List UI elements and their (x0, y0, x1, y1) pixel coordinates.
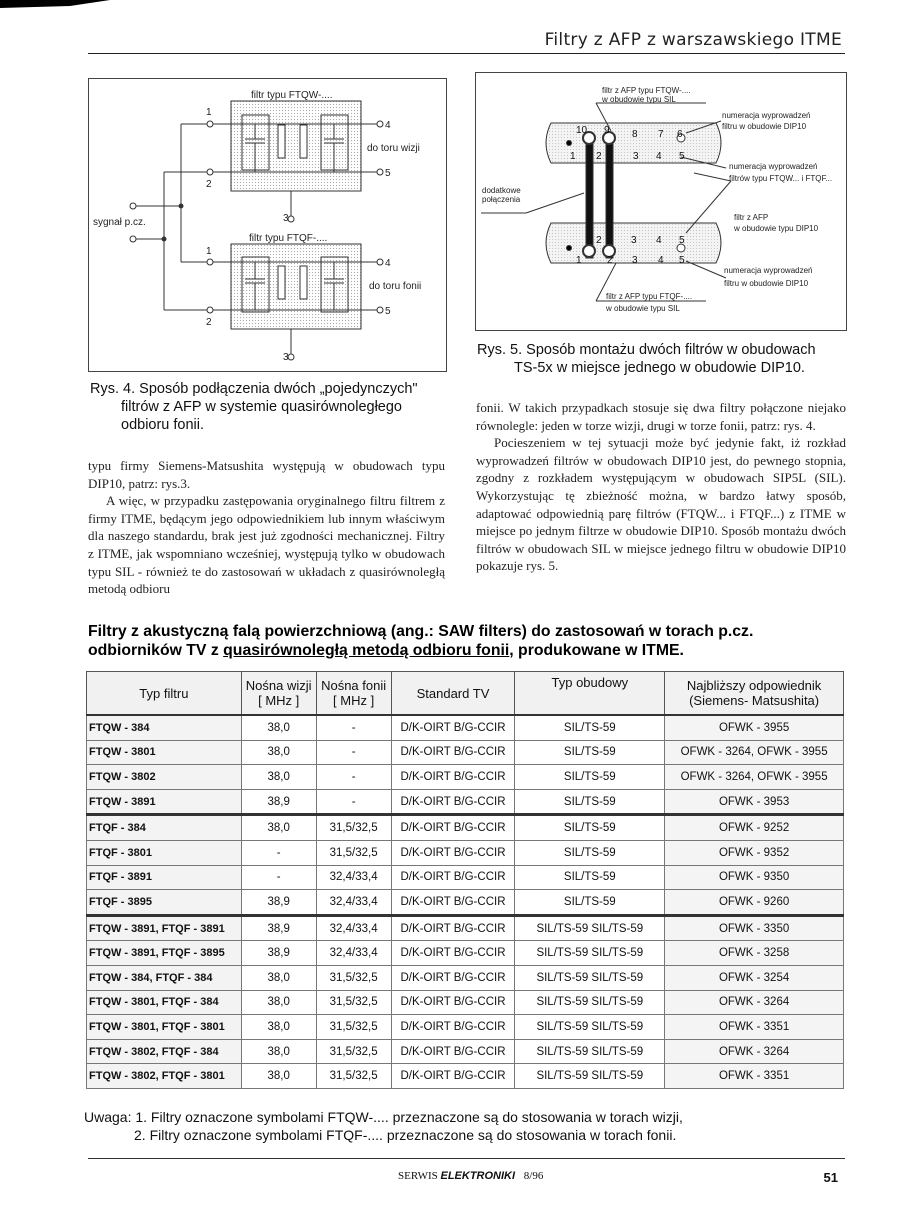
pin-label: 3 (632, 255, 638, 266)
fig4-to-video: do toru wizji (367, 143, 420, 154)
cell-name: FTQW - 384 (87, 715, 242, 740)
pin-label: 4 (385, 120, 391, 131)
header-text: [ MHz ] (258, 693, 300, 708)
cell-audio: 32,4/33,4 (316, 865, 391, 890)
pin-label: 5 (385, 306, 391, 317)
cell-std: D/K-OIRT B/G-CCIR (391, 715, 515, 740)
header-text: Nośna fonii (321, 678, 387, 693)
cell-eq: OFWK - 3264, OFWK - 3955 (665, 765, 844, 790)
cell-pkg: SIL/TS-59 (515, 865, 665, 890)
table-row (87, 890, 844, 916)
pin-label: 6 (677, 129, 683, 140)
figure-4-caption (90, 380, 445, 434)
fig5-label: filtr z AFP (734, 213, 769, 222)
cell-pkg: SIL/TS-59 (515, 890, 665, 916)
cell-name: FTQW - 3801 (87, 740, 242, 765)
pin-label: 4 (385, 258, 391, 269)
cell-eq: OFWK - 3264, OFWK - 3955 (665, 740, 844, 765)
cell-pkg: SIL/TS-59 SIL/TS-59 (515, 1064, 665, 1089)
cell-std: D/K-OIRT B/G-CCIR (391, 789, 515, 815)
pin-label: 3 (633, 151, 639, 162)
footer-brand: ELEKTRONIKI (440, 1170, 516, 1182)
cell-std: D/K-OIRT B/G-CCIR (391, 1064, 515, 1089)
cell-audio: - (316, 765, 391, 790)
pin-label: 1 (570, 151, 576, 162)
cell-eq: OFWK - 3264 (665, 990, 844, 1015)
cell-pkg: SIL/TS-59 SIL/TS-59 (515, 1015, 665, 1040)
figure-5-caption (477, 341, 847, 377)
cell-audio: 31,5/32,5 (316, 965, 391, 990)
pin-label: 5 (679, 151, 685, 162)
corner-mark (0, 0, 110, 10)
section-title (88, 622, 848, 660)
cell-video: 38,9 (241, 789, 316, 815)
cell-pkg: SIL/TS-59 SIL/TS-59 (515, 965, 665, 990)
cell-name: FTQW - 3802, FTQF - 3801 (87, 1064, 242, 1089)
cell-pkg: SIL/TS-59 SIL/TS-59 (515, 941, 665, 966)
cell-std: D/K-OIRT B/G-CCIR (391, 765, 515, 790)
table-row (87, 941, 844, 966)
pin-label: 4 (656, 235, 662, 246)
header-text: Nośna wizji (245, 678, 312, 693)
figure-5-diagram (476, 73, 846, 330)
table-row (87, 1039, 844, 1064)
footer-rule (88, 1158, 845, 1159)
footer-publication (398, 1170, 543, 1182)
cell-video: 38,0 (241, 815, 316, 841)
cell-eq: OFWK - 3351 (665, 1064, 844, 1089)
cell-eq: OFWK - 9350 (665, 865, 844, 890)
fig4-signal-label: sygnał p.cz. (93, 217, 146, 228)
pin-label: 5 (385, 168, 391, 179)
table-row (87, 965, 844, 990)
cell-video: 38,9 (241, 941, 316, 966)
pin-label: 3 (283, 352, 289, 363)
caption-line: Rys. 5. Sposób montażu dwóch filtrów w obudowach (477, 342, 816, 358)
table-row (87, 765, 844, 790)
cell-std: D/K-OIRT B/G-CCIR (391, 815, 515, 841)
table-row (87, 815, 844, 841)
figure-4-diagram (89, 79, 446, 371)
cell-audio: 32,4/33,4 (316, 915, 391, 941)
caption-line: Rys. 4. Sposób podłączenia dwóch „pojedynczych" (90, 381, 418, 397)
saw-filters-table (86, 671, 844, 1089)
cell-std: D/K-OIRT B/G-CCIR (391, 965, 515, 990)
pin-label: 8 (632, 129, 638, 140)
cell-audio: 32,4/33,4 (316, 890, 391, 916)
cell-video: 38,0 (241, 1064, 316, 1089)
cell-eq: OFWK - 3955 (665, 715, 844, 740)
cell-pkg: SIL/TS-59 (515, 740, 665, 765)
right-column-text (476, 399, 846, 575)
table-row (87, 789, 844, 815)
pin-label: 5 (679, 255, 685, 266)
fig5-label: dodatkowe (482, 186, 521, 195)
header-type: Typ filtru (87, 672, 242, 716)
fig5-label: filtrów typu FTQW... i FTQF... (729, 174, 833, 183)
cell-pkg: SIL/TS-59 SIL/TS-59 (515, 990, 665, 1015)
cell-pkg: SIL/TS-59 SIL/TS-59 (515, 1039, 665, 1064)
fig5-label: filtr z AFP typu FTQF-.... (606, 292, 693, 301)
cell-std: D/K-OIRT B/G-CCIR (391, 941, 515, 966)
cell-audio: - (316, 740, 391, 765)
cell-std: D/K-OIRT B/G-CCIR (391, 915, 515, 941)
header-standard: Standard TV (391, 672, 515, 716)
cell-audio: - (316, 715, 391, 740)
cell-name: FTQW - 3802 (87, 765, 242, 790)
cell-audio: - (316, 789, 391, 815)
pin-label: 1 (206, 246, 212, 257)
cell-video: - (241, 840, 316, 865)
section-title-part: Filtry z akustyczną falą powierzchniową (ang.: SAW filters) do zastosowań w torach p.cz. odbiorników TV z (88, 623, 754, 659)
cell-name: FTQW - 3802, FTQF - 384 (87, 1039, 242, 1064)
section-title-underlined: quasirównoległą metodą odbioru fonii (223, 642, 510, 659)
notes (84, 1108, 683, 1144)
fig5-label: numeracja wyprowadzeń (722, 111, 811, 120)
cell-std: D/K-OIRT B/G-CCIR (391, 890, 515, 916)
cell-eq: OFWK - 3258 (665, 941, 844, 966)
cell-audio: 31,5/32,5 (316, 1015, 391, 1040)
pin-label: 2 (206, 179, 212, 190)
header-text: [ MHz ] (333, 693, 375, 708)
cell-name: FTQF - 384 (87, 815, 242, 841)
fig5-label: filtru w obudowie DIP10 (724, 279, 809, 288)
cell-eq: OFWK - 9252 (665, 815, 844, 841)
cell-pkg: SIL/TS-59 (515, 765, 665, 790)
fig5-label: w obudowie typu SIL (606, 304, 680, 313)
cell-eq: OFWK - 3264 (665, 1039, 844, 1064)
cell-pkg: SIL/TS-59 (515, 715, 665, 740)
cell-audio: 32,4/33,4 (316, 941, 391, 966)
cell-video: 38,0 (241, 965, 316, 990)
table-row (87, 715, 844, 740)
pin-label: 7 (658, 129, 664, 140)
fig5-label: filtr z AFP typu FTQW-.... (602, 86, 691, 95)
pin-label: 2 (607, 255, 613, 266)
table-header-row (87, 672, 844, 716)
cell-std: D/K-OIRT B/G-CCIR (391, 990, 515, 1015)
table-row (87, 840, 844, 865)
table-row (87, 1015, 844, 1040)
cell-name: FTQF - 3891 (87, 865, 242, 890)
cell-video: 38,0 (241, 1039, 316, 1064)
cell-audio: 31,5/32,5 (316, 815, 391, 841)
header-text: Najbliższy odpowiednik (686, 678, 822, 693)
table-row (87, 1064, 844, 1089)
fig5-label: w obudowie typu SIL (602, 95, 676, 104)
cell-name: FTQW - 3891, FTQF - 3895 (87, 941, 242, 966)
cell-video: 38,0 (241, 1015, 316, 1040)
figure-4-box (88, 78, 447, 372)
cell-video: 38,0 (241, 765, 316, 790)
pin-label: 1 (576, 255, 582, 266)
caption-line: odbioru fonii. (121, 417, 205, 433)
pin-label: 2 (596, 235, 602, 246)
header-text: (Siemens- Matsushita) (689, 693, 820, 708)
header-audio-carrier (316, 672, 391, 716)
note-line: Uwaga: 1. Filtry oznaczone symbolami FTQW-.... przeznaczone są do stosowania w torach wizji, (84, 1109, 683, 1125)
cell-name: FTQW - 384, FTQF - 384 (87, 965, 242, 990)
cell-audio: 31,5/32,5 (316, 1064, 391, 1089)
cell-std: D/K-OIRT B/G-CCIR (391, 865, 515, 890)
pin-label: 5 (679, 235, 685, 246)
footer-issue: 8/96 (523, 1170, 544, 1182)
pin-label: 3 (631, 235, 637, 246)
section-title-part: , produkowane w ITME. (509, 642, 684, 659)
cell-video: 38,9 (241, 890, 316, 916)
cell-std: D/K-OIRT B/G-CCIR (391, 1039, 515, 1064)
cell-video: - (241, 865, 316, 890)
table-row (87, 865, 844, 890)
paragraph: typu firmy Siemens-Matsushita występują w obudowach typu DIP10, patrz: rys.3. (88, 458, 445, 491)
cell-video: 38,0 (241, 990, 316, 1015)
caption-line: filtrów z AFP w systemie quasirównoległego (121, 399, 402, 415)
fig4-top-filter-label: filtr typu FTQW-.... (251, 90, 333, 101)
cell-eq: OFWK - 9260 (665, 890, 844, 916)
cell-name: FTQW - 3891, FTQF - 3891 (87, 915, 242, 941)
pin-label: 2 (596, 151, 602, 162)
cell-name: FTQW - 3801, FTQF - 3801 (87, 1015, 242, 1040)
footer-serwis: SERWIS (398, 1170, 438, 1182)
pin-label: 3 (283, 213, 289, 224)
cell-name: FTQF - 3895 (87, 890, 242, 916)
header-video-carrier (241, 672, 316, 716)
fig5-label: numeracja wyprowadzeń (729, 162, 818, 171)
cell-eq: OFWK - 3953 (665, 789, 844, 815)
cell-audio: 31,5/32,5 (316, 990, 391, 1015)
pin-label: 1 (206, 107, 212, 118)
running-header: Filtry z AFP z warszawskiego ITME (544, 30, 842, 50)
cell-std: D/K-OIRT B/G-CCIR (391, 740, 515, 765)
header-package: Typ obudowy (515, 672, 665, 716)
paragraph: Pocieszeniem w tej sytuacji może być jedynie fakt, iż rozkład wyprowadzeń filtrów w obudowach DIP10 jest, do pewnego stopnia, zgodny z rozkładem występującym w obudowach SIP5L (SIL). Wykorzystując tę zbieżność można, w bardzo łatwy sposób, adaptować odpowiednią parę filtrów (FTQW... i FTQF...) z ITME w miejsce po jednym filtrze w obudowie DIP10. Sposób montażu dwóch filtrów w obudowach SIL w miejsce jednego filtru w obudowie DIP10 pokazuje rys. 5. (476, 435, 846, 574)
header-rule (88, 53, 845, 54)
cell-video: 38,9 (241, 915, 316, 941)
paragraph: A więc, w przypadku zastępowania oryginalnego filtru filtrem z firmy ITME, będącym jego odpowiednikiem lub innym właściwym dla naszego standardu, brak jest już zgodności mechanicznej. Filtry z ITME, jak wspomniano wcześniej, występują tylko w obudowach typu SIL - również te do zastosowań w układach z quasirównoległą metodą odbioru (88, 493, 445, 597)
figure-5-box (475, 72, 847, 331)
cell-pkg: SIL/TS-59 (515, 840, 665, 865)
fig4-to-audio: do toru fonii (369, 281, 422, 292)
cell-name: FTQW - 3891 (87, 789, 242, 815)
cell-video: 38,0 (241, 740, 316, 765)
fig5-label: numeracja wyprowadzeń (724, 266, 813, 275)
table-row (87, 915, 844, 941)
note-line: 2. Filtry oznaczone symbolami FTQF-.... przeznaczone są do stosowania w torach fonii. (134, 1127, 677, 1143)
fig5-label: połączenia (482, 195, 521, 204)
pin-label: 10 (576, 125, 588, 136)
cell-eq: OFWK - 9352 (665, 840, 844, 865)
fig5-label: filtru w obudowie DIP10 (722, 122, 807, 131)
cell-pkg: SIL/TS-59 (515, 789, 665, 815)
table-row (87, 990, 844, 1015)
header-equivalent (665, 672, 844, 716)
table-row (87, 740, 844, 765)
cell-std: D/K-OIRT B/G-CCIR (391, 1015, 515, 1040)
pin-label: 2 (206, 317, 212, 328)
page-number: 51 (823, 1170, 838, 1185)
cell-audio: 31,5/32,5 (316, 1039, 391, 1064)
cell-pkg: SIL/TS-59 SIL/TS-59 (515, 915, 665, 941)
paragraph: fonii. W takich przypadkach stosuje się dwa filtry połączone niejako równolegle: jeden w torze wizji, drugi w torze fonii, patrz: rys. 4. (476, 400, 846, 433)
cell-std: D/K-OIRT B/G-CCIR (391, 840, 515, 865)
caption-line: TS-5x w miejsce jednego w obudowie DIP10. (514, 360, 805, 376)
left-column-text (88, 457, 445, 598)
cell-pkg: SIL/TS-59 (515, 815, 665, 841)
cell-name: FTQF - 3801 (87, 840, 242, 865)
cell-video: 38,0 (241, 715, 316, 740)
cell-name: FTQW - 3801, FTQF - 384 (87, 990, 242, 1015)
cell-eq: OFWK - 3351 (665, 1015, 844, 1040)
pin-label: 4 (658, 255, 664, 266)
pin-label: 4 (656, 151, 662, 162)
cell-eq: OFWK - 3254 (665, 965, 844, 990)
cell-audio: 31,5/32,5 (316, 840, 391, 865)
fig4-bottom-filter-label: filtr typu FTQF-.... (249, 233, 328, 244)
fig5-label: w obudowie typu DIP10 (734, 224, 819, 233)
pin-label: 9 (604, 125, 610, 136)
cell-eq: OFWK - 3350 (665, 915, 844, 941)
